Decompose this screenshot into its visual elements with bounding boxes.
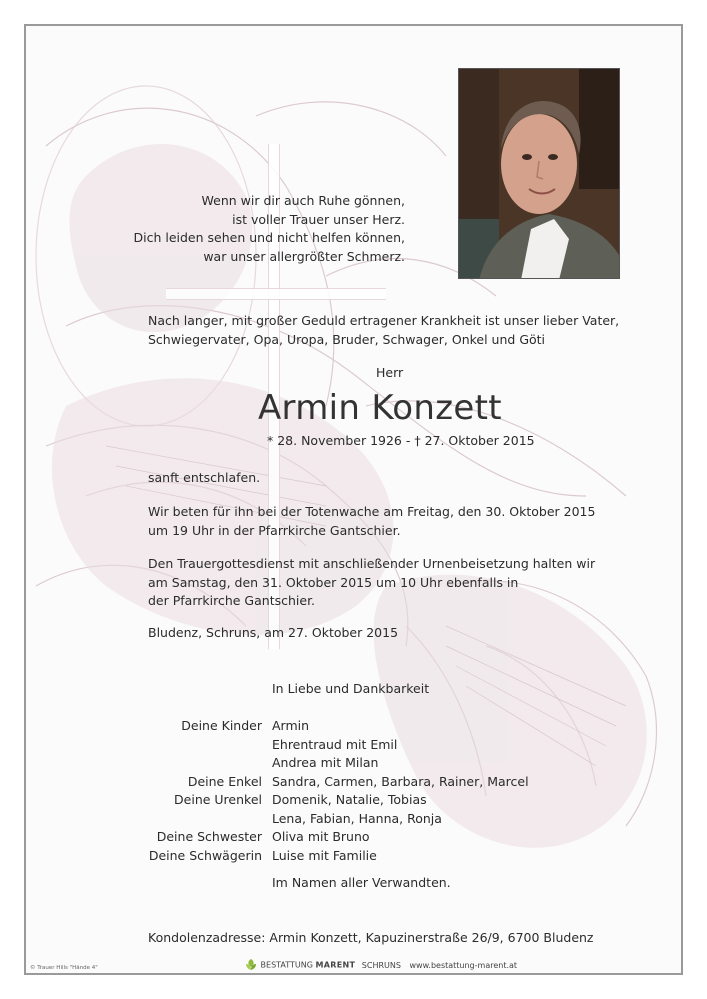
service-line: am Samstag, den 31. Oktober 2015 um 10 Uhr ebenfalls in	[148, 574, 519, 590]
life-dates: * 28. November 1926 - † 27. Oktober 2015	[267, 433, 535, 448]
poem-line: Dich leiden sehen und nicht helfen können,	[133, 230, 405, 245]
funeral-service-info	[148, 555, 595, 611]
deceased-portrait-photo	[458, 68, 620, 279]
mourner-label	[149, 810, 262, 829]
mourner-names-line: Domenik, Natalie, Tobias	[272, 792, 427, 807]
service-line: der Pfarrkirche Gantschier.	[148, 593, 316, 608]
deceased-name: Armin Konzett	[258, 388, 502, 428]
mourner-label: Deine Schwester	[156, 829, 262, 844]
poem-line: ist voller Trauer unser Herz.	[232, 211, 405, 227]
mourner-label: Deine Urenkel	[174, 792, 262, 807]
passed-statement: sanft entschlafen.	[148, 470, 261, 485]
mourner-names-line: Luise mit Familie	[272, 847, 377, 863]
wake-line: Wir beten für ihn bei der Totenwache am Freitag, den 30. Oktober 2015	[148, 504, 596, 519]
relatives-statement: Im Namen aller Verwandten.	[272, 875, 451, 890]
artwork-credit: © Trauer Hills "Hände 4"	[30, 965, 98, 971]
condolence-address: Kondolenzadresse: Armin Konzett, Kapuzinerstraße 26/9, 6700 Bludenz	[148, 930, 594, 945]
leaf-logo-icon	[244, 958, 258, 972]
funeral-home-footer	[244, 958, 517, 972]
cross-horizontal-beam	[166, 288, 386, 300]
mourner-label: Deine Enkel	[187, 773, 262, 789]
mourner-names-line: Ehrentraud mit Emil	[272, 736, 398, 752]
mourner-names-line: Oliva mit Bruno	[272, 829, 370, 844]
footer-location: SCHRUNS	[361, 960, 401, 970]
intro-line: Nach langer, mit großer Geduld ertragener Krankheit ist unser lieber Vater,	[148, 313, 620, 328]
mourner-names-line: Sandra, Carmen, Barbara, Rainer, Marcel	[272, 773, 529, 789]
poem-line: war unser allergrößter Schmerz.	[203, 248, 405, 264]
announcement-intro	[148, 312, 619, 349]
mourner-names-line: Andrea mit Milan	[272, 755, 379, 770]
salutation: Herr	[376, 365, 404, 380]
wake-line: um 19 Uhr in der Pfarrkirche Gantschier.	[148, 522, 401, 538]
wake-info	[148, 503, 595, 540]
intro-line: Schwiegervater, Opa, Uropa, Bruder, Schwager, Onkel und Göti	[148, 331, 546, 347]
obituary-frame	[24, 24, 683, 975]
footer-brand-prefix: BESTATTUNG	[260, 960, 313, 970]
mourner-label: Deine Kinder	[181, 718, 262, 733]
place-and-date: Bludenz, Schruns, am 27. Oktober 2015	[148, 625, 399, 640]
poem-line: Wenn wir dir auch Ruhe gönnen,	[201, 193, 405, 208]
mourner-names	[272, 717, 529, 865]
service-line: Den Trauergottesdienst mit anschließender Urnenbeisetzung halten wir	[148, 556, 596, 571]
memorial-poem	[134, 192, 406, 266]
footer-website: www.bestattung-marent.at	[409, 960, 518, 970]
mourner-names-line: Lena, Fabian, Hanna, Ronja	[272, 810, 442, 826]
mourner-labels	[149, 717, 262, 865]
mourner-label	[149, 754, 262, 773]
love-and-gratitude: In Liebe und Dankbarkeit	[272, 681, 430, 696]
mourner-names-line: Armin	[272, 718, 310, 733]
mourner-label: Deine Schwägerin	[148, 847, 262, 863]
mourner-label	[149, 736, 262, 755]
footer-brand-name: MARENT	[315, 960, 356, 970]
